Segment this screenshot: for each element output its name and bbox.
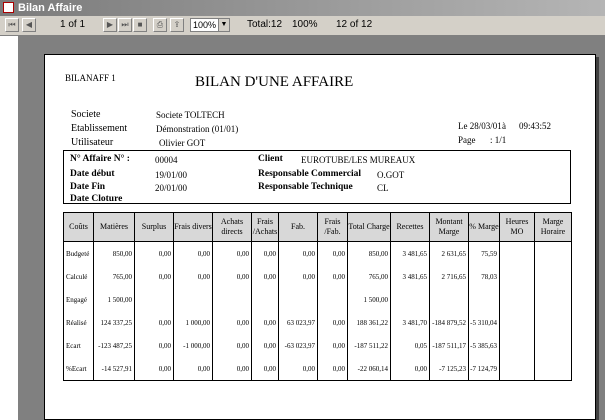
table-cell: 2 716,65	[430, 265, 469, 288]
table-cell: 0,00	[391, 357, 430, 381]
column-header: Total Charge	[348, 213, 391, 242]
table-cell: 0,00	[135, 334, 174, 357]
column-header: Montant Marge	[430, 213, 469, 242]
table-row	[64, 311, 572, 334]
table-cell	[535, 288, 572, 311]
affaire-label: N° Affaire N° :	[70, 154, 130, 164]
resp-commercial-label: Responsable Commercial	[258, 169, 361, 179]
table-cell: 3 481,65	[391, 242, 430, 266]
column-header: Coûts	[64, 213, 94, 242]
zoom-select[interactable]	[190, 18, 230, 32]
utilisateur-label: Utilisateur	[71, 137, 114, 148]
table-cell: 0,00	[135, 242, 174, 266]
affaire-value: 00004	[155, 155, 178, 165]
page-value: : 1/1	[490, 135, 507, 145]
table-cell: -187 511,17	[430, 334, 469, 357]
column-header: Fab.	[279, 213, 318, 242]
previous-page-button[interactable]: ◀	[22, 18, 36, 32]
table-cell: -7 124,79	[469, 357, 500, 381]
last-page-button[interactable]: ⏭	[118, 18, 132, 32]
table-cell: 765,00	[348, 265, 391, 288]
table-cell: 850,00	[348, 242, 391, 266]
table-cell	[535, 242, 572, 266]
column-header: % Marge	[469, 213, 500, 242]
total-records: Total:12	[247, 19, 283, 30]
table-cell	[391, 288, 430, 311]
table-cell: 0,00	[135, 311, 174, 334]
table-cell: 1 000,00	[174, 311, 213, 334]
print-date: Le 28/03/01	[458, 121, 502, 131]
utilisateur-value: Olivier GOT	[159, 138, 206, 148]
client-value: EUROTUBE/LES MUREAUX	[301, 155, 416, 165]
table-cell: 188 361,22	[348, 311, 391, 334]
table-cell: 0,00	[252, 242, 279, 266]
column-header: Frais /Fab.	[318, 213, 348, 242]
window-titlebar	[0, 0, 605, 16]
table-cell: -187 511,22	[348, 334, 391, 357]
first-page-button[interactable]: ⏮	[5, 18, 19, 32]
table-cell	[279, 288, 318, 311]
resp-technique-label: Responsable Technique	[258, 182, 353, 192]
table-cell: 0,00	[213, 357, 252, 381]
table-cell: 0,00	[318, 334, 348, 357]
table-cell: -184 879,52	[430, 311, 469, 334]
row-label: Réalisé	[64, 311, 94, 334]
costs-table	[63, 212, 572, 381]
table-row	[64, 288, 572, 311]
table-cell	[500, 265, 535, 288]
table-cell: 1 500,00	[348, 288, 391, 311]
table-cell: -1 000,00	[174, 334, 213, 357]
table-cell	[174, 288, 213, 311]
table-cell: 0,00	[174, 265, 213, 288]
etablissement-value: Démonstration (01/01)	[156, 124, 239, 134]
table-cell: -7 125,23	[430, 357, 469, 381]
table-cell: 75,59	[469, 242, 500, 266]
table-cell: 0,00	[318, 242, 348, 266]
resp-technique-value: CL	[377, 183, 389, 193]
table-cell: 0,00	[252, 311, 279, 334]
table-cell: 0,00	[213, 311, 252, 334]
table-cell: 0,00	[279, 357, 318, 381]
column-header: Frais /Achats	[252, 213, 279, 242]
table-cell: 63 023,97	[279, 311, 318, 334]
client-label: Client	[258, 154, 283, 164]
table-cell	[430, 288, 469, 311]
table-cell: 0,00	[174, 357, 213, 381]
record-counter: 12 of 12	[336, 19, 373, 30]
table-cell: -123 487,25	[94, 334, 135, 357]
table-cell	[500, 288, 535, 311]
table-cell: -22 060,14	[348, 357, 391, 381]
date-debut-value: 19/01/00	[155, 170, 188, 180]
date-fin-label: Date Fin	[70, 182, 106, 192]
table-cell: 0,00	[213, 242, 252, 266]
table-row	[64, 265, 572, 288]
percent-loaded: 100%	[292, 19, 318, 30]
table-cell	[500, 242, 535, 266]
next-page-button[interactable]: ▶	[103, 18, 117, 32]
table-cell: 2 631,65	[430, 242, 469, 266]
row-label: Engagé	[64, 288, 94, 311]
table-cell	[500, 357, 535, 381]
table-cell: 3 481,70	[391, 311, 430, 334]
report-code: BILANAFF 1	[65, 73, 116, 83]
table-cell: 0,00	[279, 265, 318, 288]
etablissement-label: Etablissement	[71, 123, 128, 134]
column-header: Marge Horaire	[535, 213, 572, 242]
date-separator: à	[502, 121, 506, 131]
table-cell	[213, 288, 252, 311]
table-cell: 0,00	[252, 357, 279, 381]
table-cell: 765,00	[94, 265, 135, 288]
column-header: Recettes	[391, 213, 430, 242]
table-cell	[500, 311, 535, 334]
group-tree-pane	[0, 36, 18, 420]
table-cell: 0,00	[135, 265, 174, 288]
column-header: Frais divers	[174, 213, 213, 242]
column-header: Surplus	[135, 213, 174, 242]
table-cell: 0,05	[391, 334, 430, 357]
table-cell: 0,00	[213, 265, 252, 288]
date-debut-label: Date début	[70, 169, 115, 179]
table-cell: -14 527,91	[94, 357, 135, 381]
table-cell	[535, 311, 572, 334]
column-header: Achats directs	[213, 213, 252, 242]
table-cell: 0,00	[318, 311, 348, 334]
row-label: Ecart	[64, 334, 94, 357]
table-cell: 78,03	[469, 265, 500, 288]
table-cell	[535, 265, 572, 288]
table-cell: 3 481,65	[391, 265, 430, 288]
resp-commercial-value: O.GOT	[377, 170, 405, 180]
report-page	[44, 54, 596, 420]
app-icon	[3, 2, 14, 13]
affaire-info-box	[63, 150, 571, 204]
table-row	[64, 334, 572, 357]
page-label: Page	[458, 135, 476, 145]
table-cell	[500, 334, 535, 357]
table-cell: 0,00	[279, 242, 318, 266]
page-indicator: 1 of 1	[60, 19, 86, 30]
zoom-value: 100%	[193, 20, 217, 30]
table-cell: 0,00	[252, 265, 279, 288]
table-cell: -63 023,97	[279, 334, 318, 357]
table-cell	[535, 334, 572, 357]
table-cell	[135, 288, 174, 311]
report-title: BILAN D'UNE AFFAIRE	[195, 74, 354, 90]
table-cell: -5 385,63	[469, 334, 500, 357]
table-cell	[318, 288, 348, 311]
table-cell: 124 337,25	[94, 311, 135, 334]
date-fin-value: 20/01/00	[155, 183, 188, 193]
table-cell	[535, 357, 572, 381]
societe-value: Societe TOLTECH	[156, 110, 225, 120]
table-cell	[469, 288, 500, 311]
table-row	[64, 242, 572, 266]
table-cell: 0,00	[135, 357, 174, 381]
window-title: Bilan Affaire	[18, 2, 83, 14]
chevron-down-icon[interactable]: ▼	[218, 19, 229, 31]
column-header: Heures MO	[500, 213, 535, 242]
table-cell: 1 500,00	[94, 288, 135, 311]
table-cell: 0,00	[318, 357, 348, 381]
export-icon[interactable]: ⇪	[170, 18, 184, 32]
column-header: Matières	[94, 213, 135, 242]
date-cloture-label: Date Cloture	[70, 194, 123, 204]
table-row	[64, 357, 572, 381]
table-cell: 0,00	[318, 265, 348, 288]
table-cell: 0,00	[174, 242, 213, 266]
table-cell: 0,00	[252, 334, 279, 357]
table-cell: 0,00	[213, 334, 252, 357]
toolbar	[0, 16, 605, 36]
row-label: Budgeté	[64, 242, 94, 266]
row-label: %Ecart	[64, 357, 94, 381]
table-cell: 850,00	[94, 242, 135, 266]
table-cell: -5 310,04	[469, 311, 500, 334]
print-icon[interactable]: ⎙	[153, 18, 167, 32]
row-label: Calculé	[64, 265, 94, 288]
print-time: 09:43:52	[519, 121, 552, 131]
societe-label: Societe	[71, 109, 101, 120]
stop-button[interactable]: ■	[133, 18, 147, 32]
table-cell	[252, 288, 279, 311]
